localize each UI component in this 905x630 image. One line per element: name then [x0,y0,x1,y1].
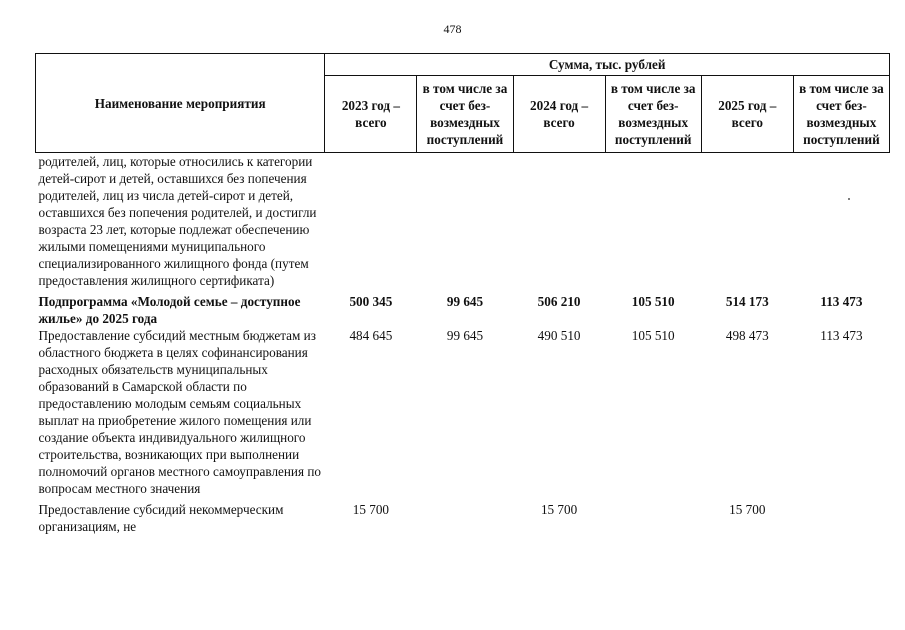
cell-2024-total: 506 210 [537,294,581,309]
header-name-column: Наименование мероприятия [36,54,325,153]
header-2024-total: 2024 год – всего [513,75,605,152]
cell-2025-grants [793,153,889,290]
cell-2024-total: 490 510 [537,328,581,343]
cell-2025-total: 514 173 [725,294,769,309]
row-name: Предоставление субсидий некоммерческим организациям, не [38,502,284,534]
cell-2024-grants: 105 510 [631,328,675,343]
cell-2024-total: 15 700 [540,502,578,517]
header-2023-total: 2023 год – всего [325,75,417,152]
row-name: родителей, лиц, которые относились к категории детей-сирот и детей, оставшихся без попечения родителей, лиц из числа детей-сирот и детей, оставшихся без попечения родителей, и достигли возраста 23 лет, которые подлежат обеспечению жилыми помещениями муниципального специализированного жилищного фонда (путем предоставления жилищного сертификата) [38,154,317,288]
cell-2025-total: 15 700 [729,502,766,517]
cell-2023-total: 484 645 [349,328,393,343]
cell-2025-total: 498 473 [725,328,769,343]
cell-2025-total [701,153,793,290]
cell-2025-grants: 113 473 [820,294,863,309]
cell-2025-grants [793,497,889,535]
cell-2023-grants: 99 645 [446,294,484,309]
row-name: Предоставление субсидий местным бюджетам из областного бюджета в целях софинансирования расходных обязательств муниципальных образований в Самарской области по предоставлению молодым семьям социальных выплат на приобретение жилого помещения или создание объекта индивидуального жилищного строительства, возникающих при выполнении полномочий органов местного самоуправления по вопросам местного значения [38,328,322,496]
header-sum-group: Сумма, тыс. рублей [325,54,890,76]
cell-2023-grants [417,153,513,290]
cell-2023-grants [417,497,513,535]
cell-2023-grants: 99 645 [446,328,484,343]
header-2024-grants: в том числе за счет без-возмездных поступлений [605,75,701,152]
cell-2024-total [513,153,605,290]
header-2025-grants: в том числе за счет без-возмездных поступлений [793,75,889,152]
scan-speck [848,198,850,200]
cell-2023-total: 15 700 [352,502,389,517]
budget-table [35,53,890,535]
table-row [36,153,890,290]
cell-2024-grants [605,153,701,290]
header-2023-grants: в том числе за счет без-возмездных поступлений [417,75,513,152]
cell-2024-grants [605,497,701,535]
table-row [36,289,890,327]
header-2025-total: 2025 год – всего [701,75,793,152]
table-row [36,497,890,535]
cell-2024-grants: 105 510 [631,294,675,309]
cell-2025-grants: 113 473 [820,328,863,343]
cell-2023-total: 500 345 [349,294,393,309]
cell-2023-total [325,153,417,290]
table-row [36,327,890,497]
row-name: Подпрограмма «Молодой семье – доступное жилье» до 2025 года [38,294,301,326]
page-number: 478 [443,22,462,36]
